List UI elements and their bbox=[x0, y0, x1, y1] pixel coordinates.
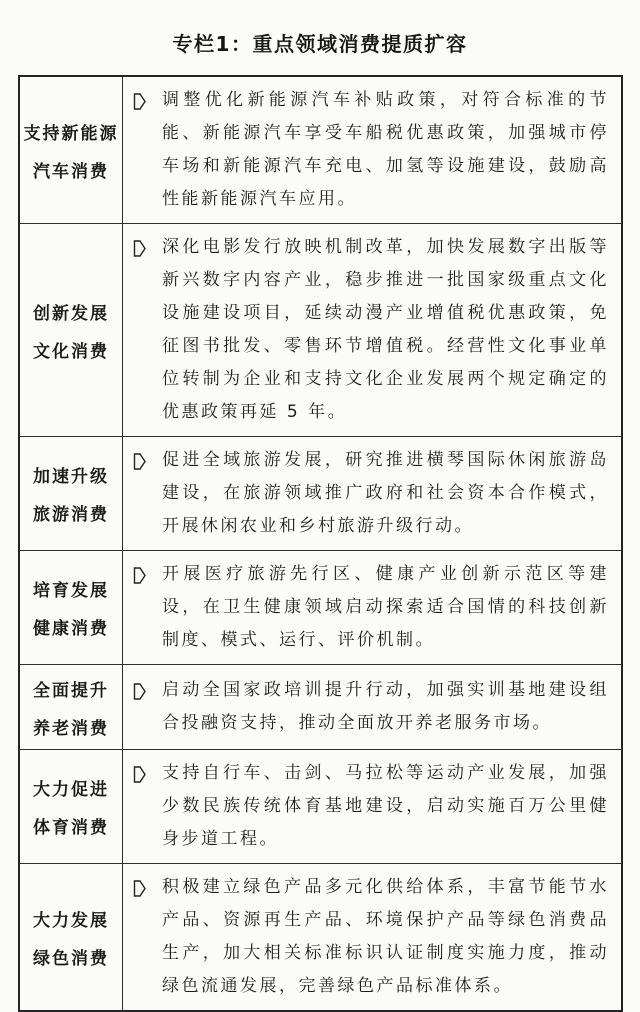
content-text: 积极建立绿色产品多元化供给体系，丰富节能节水产品、资源再生产品、环境保护产品等绿色消费品生产，加大相关标准标识认证制度实施力度，推动绿色流通发展，完善绿色产品标准体系。 bbox=[162, 877, 609, 996]
category-label-line1: 培育发展 bbox=[33, 581, 109, 601]
right-arrow-outline-icon bbox=[132, 757, 162, 784]
content-cell bbox=[123, 750, 621, 863]
category-label-line2: 绿色消费 bbox=[33, 948, 109, 969]
category-label-line2: 旅游消费 bbox=[33, 505, 109, 525]
content-cell bbox=[123, 864, 621, 1010]
category-cell bbox=[20, 665, 123, 749]
category-label-line2: 养老消费 bbox=[33, 718, 109, 739]
content-cell bbox=[123, 665, 621, 749]
category-label-line2: 健康消费 bbox=[33, 619, 109, 639]
category-cell bbox=[20, 750, 123, 863]
table-row bbox=[20, 749, 621, 863]
content-cell bbox=[123, 437, 621, 550]
content-text: 启动全国家政培训提升行动，加强实训基地建设组合投融资支持，推动全面放开养老服务市场。 bbox=[162, 680, 609, 733]
right-arrow-outline-icon bbox=[132, 84, 162, 111]
content-text: 支持自行车、击剑、马拉松等运动产业发展，加强少数民族传统体育基地建设，启动实施百万公里健身步道工程。 bbox=[162, 763, 609, 849]
right-arrow-outline-icon bbox=[132, 674, 162, 701]
category-label-line2: 文化消费 bbox=[33, 341, 109, 362]
policy-table bbox=[18, 75, 623, 1012]
category-cell bbox=[20, 551, 123, 664]
content-text: 调整优化新能源汽车补贴政策，对符合标准的节能、新能源汽车享受车船税优惠政策，加强城市停车场和新能源汽车充电、加氢等设施建设，鼓励高性能新能源汽车应用。 bbox=[162, 90, 609, 209]
category-label-line2: 汽车消费 bbox=[33, 161, 109, 182]
category-label-line1: 全面提升 bbox=[33, 680, 109, 701]
right-arrow-outline-icon bbox=[132, 231, 162, 258]
right-arrow-outline-icon bbox=[132, 871, 162, 898]
content-text: 深化电影发行放映机制改革，加快发展数字出版等新兴数字内容产业，稳步推进一批国家级重点文化设施建设项目，延续动漫产业增值税优惠政策，免征图书批发、零售环节增值税。经营性文化事业单位转制为企业和支持文化企业发展两个规定确定的优惠政策再延 5 年。 bbox=[162, 237, 609, 422]
table-row bbox=[20, 223, 621, 436]
right-arrow-outline-icon bbox=[132, 558, 162, 585]
table-row bbox=[20, 664, 621, 749]
category-cell bbox=[20, 437, 123, 550]
page-title: 专栏1：重点领域消费提质扩容 bbox=[172, 32, 468, 56]
table-row bbox=[20, 550, 621, 664]
category-label-line2: 体育消费 bbox=[33, 818, 109, 838]
content-cell bbox=[123, 224, 621, 436]
category-label-line1: 支持新能源 bbox=[23, 123, 119, 144]
category-label-line1: 加速升级 bbox=[33, 467, 109, 487]
table-row bbox=[20, 77, 621, 223]
category-cell bbox=[20, 77, 123, 223]
content-text: 促进全域旅游发展，研究推进横琴国际休闲旅游岛建设，在旅游领域推广政府和社会资本合作模式，开展休闲农业和乡村旅游升级行动。 bbox=[162, 450, 609, 536]
content-cell bbox=[123, 551, 621, 664]
table-row bbox=[20, 436, 621, 550]
content-cell bbox=[123, 77, 621, 223]
category-cell bbox=[20, 864, 123, 1010]
category-label-line1: 创新发展 bbox=[33, 303, 109, 324]
table-row bbox=[20, 863, 621, 1010]
right-arrow-outline-icon bbox=[132, 444, 162, 471]
category-cell bbox=[20, 224, 123, 436]
category-label-line1: 大力促进 bbox=[33, 780, 109, 800]
category-label-line1: 大力发展 bbox=[33, 910, 109, 931]
content-text: 开展医疗旅游先行区、健康产业创新示范区等建设，在卫生健康领域启动探索适合国情的科技创新制度、模式、运行、评价机制。 bbox=[162, 564, 609, 650]
